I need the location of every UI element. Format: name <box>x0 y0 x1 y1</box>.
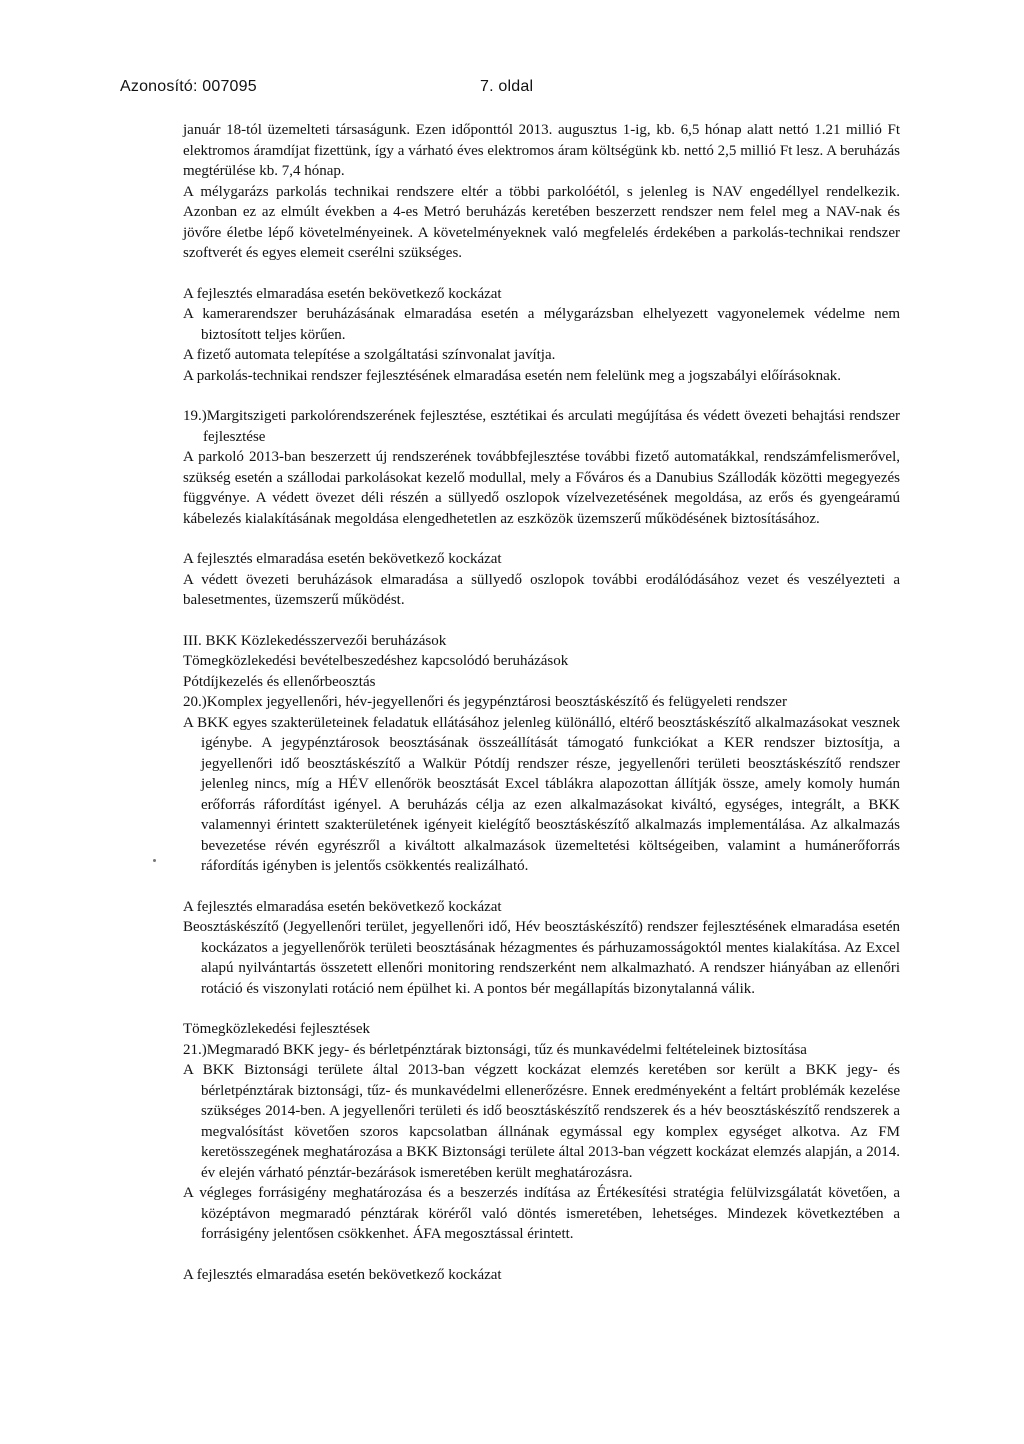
risk-heading: A fejlesztés elmaradása esetén bekövetkező kockázat <box>183 285 502 302</box>
section-20-description: A BKK egyes szakterületeinek feladatuk ellátásához jelenleg különálló, eltérő beosztáskészítő alkalmazásokat vesznek igénybe. A jegypénztárosok beosztásának összeállítását támogató funkciókat a KER rendszer biztosítja, a jegyellenőri idő beosztáskészítő a Walkür Pótdíj rendszer része, jegyellenőri területi beosztáskészítő rendszer jelenleg nincs, míg a HÉV ellenőrök beosztását Excel táblákra alapozottan állítják össze, amely komoly humán erőforrás ráfordítást igényel. A beruházás célja az ezen alkalmazásokat kiváltó, egységes, integrált, a BKK valamennyi érintett szakterületének igényeit kielégítő beosztáskészítő alkalmazás implementálása. Az alkalmazás bevezetése révén egyrészről a kiváltott alkalmazások üzemeltetési költségeiben, valamint a humánerőforrás ráfordítás igényben is jelentős csökkentés realizálható. <box>183 714 900 874</box>
document-body <box>183 120 900 1285</box>
risk-camera-system: A kamerarendszer beruházásának elmaradása esetén a mélygarázsban elhelyezett vagyonelemek védelme nem biztosított teljes körűen. <box>183 306 900 343</box>
risk-heading: A fejlesztés elmaradása esetén bekövetkező kockázat <box>183 898 502 915</box>
scan-speck <box>153 859 156 862</box>
risk-heading: A fejlesztés elmaradása esetén bekövetkező kockázat <box>183 551 502 567</box>
risk-payment-machine: A fizető automata telepítése a szolgáltatási színvonalat javítja. <box>183 347 556 363</box>
section-21-title: 21.)Megmaradó BKK jegy- és bérletpénztárak biztonsági, tűz és munkavédelmi feltételeinek biztosítása <box>183 1041 807 1058</box>
paragraph-underground-garage-system: A mélygarázs parkolás technikai rendszere eltér a többi parkolóétól, s jelenleg is NAV engedéllyel rendelkezik. Azonban ez az elmúlt években a 4-es Metró beruházás keretében beszerzett rendszer nem felel meg a NAV-nak és jövőre életbe lépő követelményeinek. A követelményeknek való megfelelés érdekében a parkolás-technikai rendszer szoftverét és egyes elemeit cserélni szükséges. <box>183 183 900 261</box>
risk-heading: A fejlesztés elmaradása esetén bekövetkező kockázat <box>183 1266 502 1283</box>
section-21-description: A BKK Biztonsági területe által 2013-ban végzett kockázat elemzés keretében sor került a BKK jegy- és bérletpénztárak biztonsági, tűz- és munkavédelmi ellenerőzésre. Ennek eredményeként a feltárt problémák kezelése szükséges 2014-ben. A jegyellenőri területi és idő beosztáskészítő rendszerek és a hév beosztáskészítő rendszerek a megvalósítást követően szoros kapcsolatban állnának egymással egy komplex egységet alkotva. Az FM keretösszegének meghatározása a BKK Biztonsági területe által 2013-ban végzett kockázat elemzés alapján, a 2014. év elején várható pénztár-bezárások ismeretében került meghatározásra. <box>183 1062 900 1181</box>
section-21-funding: A végleges forrásigény meghatározása és a beszerzés indítása az Értékesítési stratégia felülvizsgálatát követően, a középtávon megmaradó pénztárak köréről való döntés ismeretében, lehetséges. Mindezek következtében a forrásigény jelentősen csökkenhet. ÁFA megosztással érintett. <box>183 1185 900 1242</box>
paragraph-electricity-costs: január 18-tól üzemelteti társaságunk. Ezen időponttól 2013. augusztus 1-ig, kb. 6,5 hónap alatt nettó 1.21 millió Ft elektromos áramdíjat fizettünk, így a várható éves elektromos áram költségünk kb. nettó 2,5 millió Ft lesz. A beruházás megtérülése kb. 7,4 hónap. <box>183 122 900 179</box>
risk-parking-technical-system: A parkolás-technikai rendszer fejlesztésének elmaradása esetén nem felelünk meg a jogszabályi előírásoknak. <box>183 367 842 384</box>
section-19-risk: A védett övezeti beruházások elmaradása a süllyedő oszlopok további erodálódásához vezet és veszélyezteti a balesetmentes, üzemszerű működést. <box>183 571 900 608</box>
subheading-surcharge-handling: Pótdíjkezelés és ellenőrbeosztás <box>183 673 376 690</box>
section-19-title: 19.)Margitszigeti parkolórendszerének fejlesztése, esztétikai és arculati megújítása és védett övezeti behajtási rendszer fejlesztése <box>183 408 900 445</box>
subheading-revenue-collection: Tömegközlekedési bevételbeszedéshez kapcsolódó beruházások <box>183 653 569 669</box>
document-identifier: Azonosító: 007095 <box>120 78 257 95</box>
chapter-heading-bkk: III. BKK Közlekedésszervezői beruházások <box>183 632 447 649</box>
subheading-transit-developments: Tömegközlekedési fejlesztések <box>183 1021 371 1037</box>
section-19-description: A parkoló 2013-ban beszerzett új rendszerének továbbfejlesztése további fizető automatákkal, rendszámfelismerővel, szükség esetén a szállodai parkolásokat kezelő modullal, mely a Főváros és a Danubius Szállodák közötti megegyezés függvénye. A védett övezet déli részén a süllyedő oszlopok vízelvezetésének megoldása, az erős és gyengeáramú kábelezés kialakításának megoldása elengedhetetlen az eszközök üzemszerű működésének biztosításához. <box>183 449 900 527</box>
page-number: 7. oldal <box>480 78 534 95</box>
section-20-risk: Beosztáskészítő (Jegyellenőri terület, jegyellenőri idő, Hév beosztáskészítő) rendszer fejlesztésének elmaradása esetén kockázatos a jegyellenőrök területi beosztásának hézagmentes és párhuzamosságoktól mentes kialakítása. Az Excel alapú nyilvántartás összetett ellenőri monitoring rendszerként nem alkalmazható. A rendszer hiányában az ellenőri rotáció és viszonylati rotáció nem épülhet ki. A pontos bér megállapítás bizonytalanná válik. <box>183 919 900 997</box>
section-20-title: 20.)Komplex jegyellenőri, hév-jegyellenőri és jegypénztárosi beosztáskészítő és felügyeleti rendszer <box>183 694 787 710</box>
